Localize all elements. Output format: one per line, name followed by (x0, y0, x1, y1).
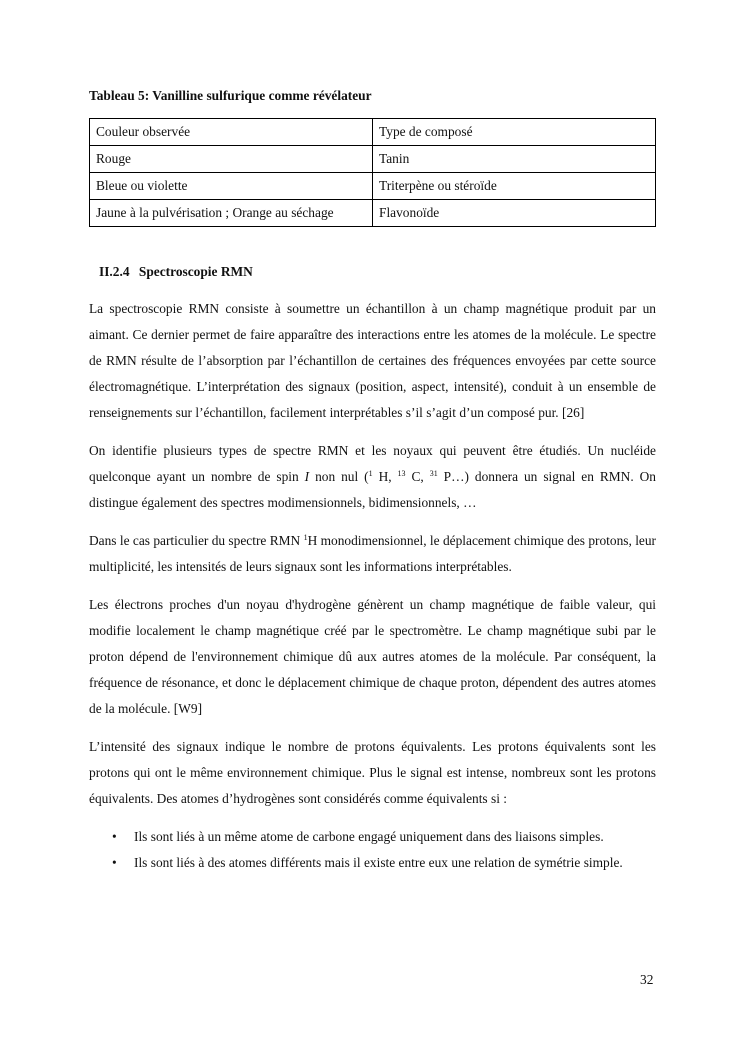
table-header-cell: Couleur observée (90, 119, 373, 146)
section-number: II.2.4 (99, 264, 130, 279)
italic-run: I (304, 469, 310, 484)
superscript: 13 (397, 469, 406, 478)
text-run: On identifie plusieurs types de spectre RMN et les noyaux qui peuvent être étudiés. Un nucléide quelconque ayant un nombre de spin (89, 443, 656, 484)
superscript: 1 (368, 469, 373, 478)
table-cell: Triterpène ou stéroïde (373, 173, 656, 200)
text-run: H monodimensionnel, le déplacement chimique des protons, leur multiplicité, les intensités de leurs signaux sont les informations interprétables. (89, 533, 657, 574)
table-cell: Jaune à la pulvérisation ; Orange au séchage (90, 200, 373, 227)
table-row (90, 146, 656, 173)
table-row (90, 200, 656, 227)
superscript: 1 (303, 533, 308, 542)
list-item-text: Ils sont liés à un même atome de carbone engagé uniquement dans des liaisons simples. (134, 829, 604, 844)
superscript: 31 (429, 469, 438, 478)
table-cell: Bleue ou violette (90, 173, 373, 200)
paragraph (89, 528, 656, 580)
bullet-icon: • (112, 855, 117, 870)
bullet-list (89, 824, 656, 876)
section-title: Spectroscopie RMN (138, 264, 253, 279)
paragraph: Les électrons proches d'un noyau d'hydrogène génèrent un champ magnétique de faible valeur, qui modifie localement le champ magnétique créé par le spectromètre. Le champ magnétique subi par le proton dépend de l'environnement chimique dû aux autres atomes de la molécule. Par conséquent, la fréquence de résonance, et donc le déplacement chimique de chaque proton, dépendent des autres atomes de la molécule. [W9] (89, 597, 656, 716)
list-item (89, 824, 656, 850)
paragraph: La spectroscopie RMN consiste à soumettre un échantillon à un champ magnétique produit par un aimant. Ce dernier permet de faire apparaître des interactions entre les atomes de la molécule. Le spectre de RMN résulte de l’absorption par l’échantillon de certaines des fréquences envoyées par cette source électromagnétique. L’interprétation des signaux (position, aspect, intensité), conduit à un ensemble de renseignements sur l’échantillon, facilement interprétables s’il s’agit d’un composé pur. [26] (89, 301, 656, 420)
page-number: 32 (640, 972, 654, 987)
text-run: H, (372, 469, 398, 484)
table-cell: Tanin (373, 146, 656, 173)
text-run: non nul ( (309, 469, 369, 484)
body-text (89, 296, 656, 876)
text-run: P…) donnera un signal en RMN. On distingue également des spectres modimensionnels, bidimensionnels, … (89, 469, 656, 510)
list-item (89, 850, 656, 876)
bullet-icon: • (112, 829, 117, 844)
paragraph (89, 438, 656, 516)
table-header-row (90, 119, 656, 146)
table-row (90, 173, 656, 200)
paragraph: L’intensité des signaux indique le nombre de protons équivalents. Les protons équivalents sont les protons qui ont le même environnement chimique. Plus le signal est intense, nombreux sont les protons équivalents. Des atomes d’hydrogènes sont considérés comme équivalents si : (89, 739, 656, 806)
table-header-cell: Type de composé (373, 119, 656, 146)
text-run: Dans le cas particulier du spectre RMN (89, 533, 304, 548)
table-cell: Flavonoïde (373, 200, 656, 227)
reagent-table (89, 118, 656, 227)
text-run: C, (405, 469, 430, 484)
list-item-text: Ils sont liés à des atomes différents mais il existe entre eux une relation de symétrie simple. (134, 855, 623, 870)
section-heading (99, 264, 253, 280)
table-cell: Rouge (90, 146, 373, 173)
table-caption: Tableau 5: Vanilline sulfurique comme révélateur (89, 88, 372, 103)
